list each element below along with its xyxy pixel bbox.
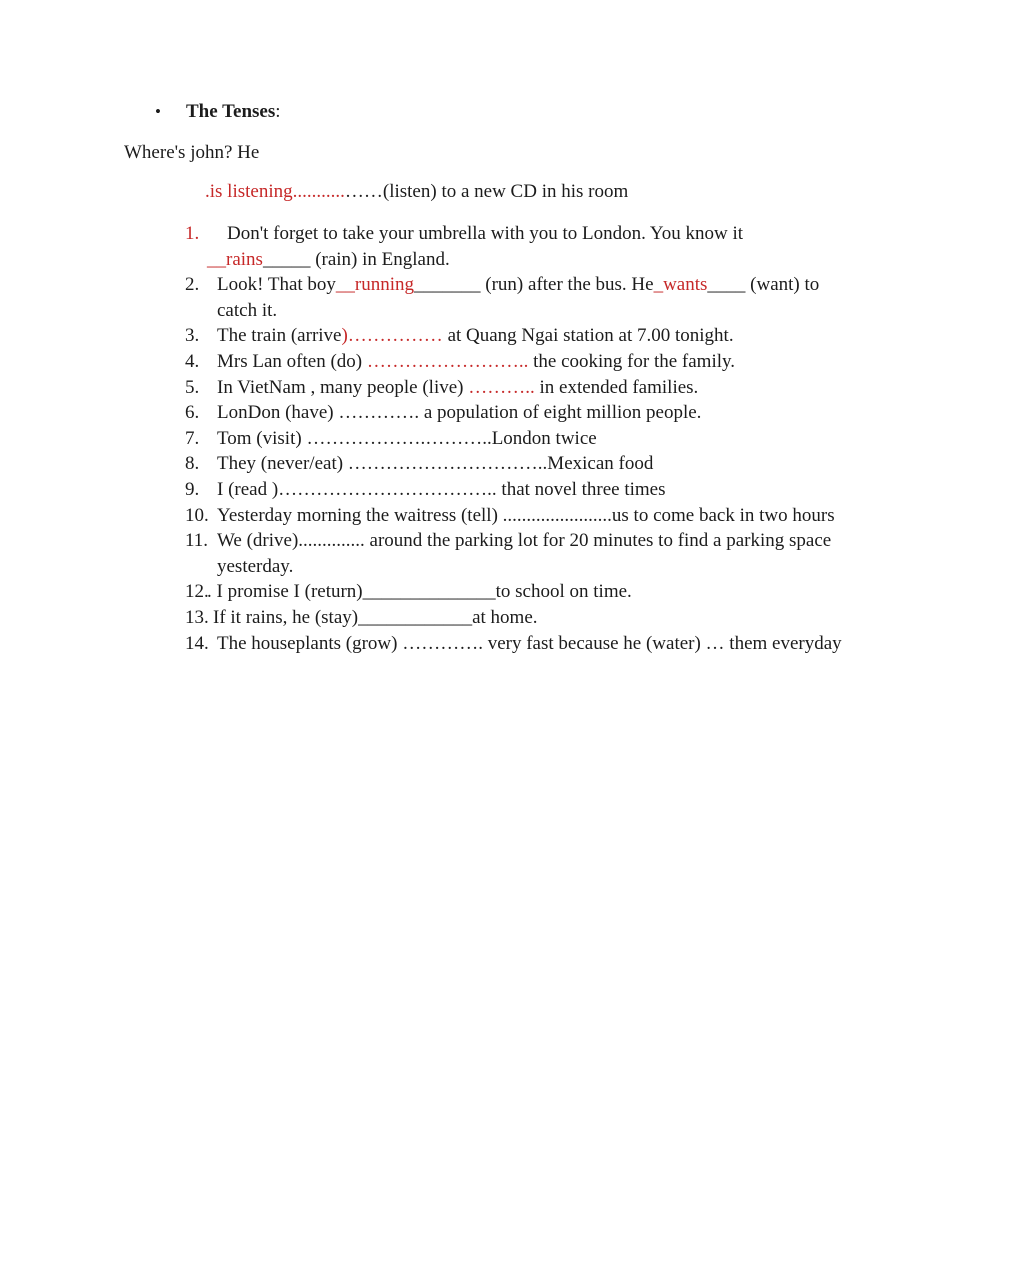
item-number: 4. xyxy=(185,350,200,372)
list-item xyxy=(185,477,905,503)
answer-text: __running xyxy=(335,274,415,296)
list-item xyxy=(185,375,905,401)
list-item xyxy=(185,323,905,349)
item-number: 6. xyxy=(185,402,200,424)
item-number: 11. xyxy=(185,530,209,552)
item-number: 8. xyxy=(185,453,200,475)
list-item xyxy=(185,631,905,657)
heading-colon: : xyxy=(275,101,281,122)
item-text: Tom (visit) ……………….………..London twice xyxy=(217,427,597,449)
list-item xyxy=(185,605,905,631)
list-item xyxy=(185,272,905,323)
item-number: 12. xyxy=(185,581,209,603)
item-number: 7. xyxy=(185,427,200,449)
item-number: 14. xyxy=(185,632,209,654)
section-heading xyxy=(155,101,281,123)
list-item xyxy=(185,426,905,452)
item-text: ____ (want) to xyxy=(707,274,820,296)
bullet-icon: • xyxy=(155,102,161,121)
item-text: The train (arrive xyxy=(217,325,342,347)
item-text: _____ (rain) in England. xyxy=(262,248,450,270)
item-text: _______ (run) after the bus. He xyxy=(414,274,654,296)
item-text: I (read )…………………………….. that novel three times xyxy=(217,478,666,500)
item-text: in extended families. xyxy=(534,376,699,398)
item-text: The houseplants (grow) …………. very fast because he (water) … them everyday xyxy=(217,632,842,654)
list-item xyxy=(185,528,905,579)
item-number: 3. xyxy=(185,325,200,347)
heading-title: The Tenses xyxy=(186,101,276,122)
item-text: the cooking for the family. xyxy=(528,350,736,372)
list-item xyxy=(185,400,905,426)
item-text: Mrs Lan often (do) xyxy=(217,350,367,372)
item-number: 9. xyxy=(185,478,200,500)
item-number: 5. xyxy=(185,376,200,398)
example-answer: .is listening........... xyxy=(205,181,345,202)
list-item xyxy=(185,579,905,605)
answer-dots: )…………… xyxy=(341,325,443,347)
item-text: If it rains, he (stay)____________at home. xyxy=(213,606,538,628)
item-text: at Quang Ngai station at 7.00 tonight. xyxy=(442,325,734,347)
item-line2: yesterday. xyxy=(217,555,294,577)
list-item xyxy=(185,451,905,477)
list-item xyxy=(185,503,905,529)
item-number: 2. xyxy=(185,274,200,296)
item-text: They (never/eat) …………………………..Mexican food xyxy=(217,453,654,475)
item-text: Don't forget to take your umbrella with you to London. You know it xyxy=(227,223,744,244)
exercise-list xyxy=(185,221,905,656)
example-prompt: Where's john? He xyxy=(124,142,260,163)
example-line xyxy=(205,181,628,203)
example-rest: ……(listen) to a new CD in his room xyxy=(344,181,629,202)
item-text: LonDon (have) …………. a population of eight million people. xyxy=(217,402,702,424)
answer-dots: ……….. xyxy=(468,376,535,398)
item-text: Look! That boy xyxy=(217,274,336,296)
answer-dots: …………………….. xyxy=(366,350,529,372)
item-line2 xyxy=(207,247,905,273)
item-number: 13. xyxy=(185,606,209,628)
item-text: We (drive).............. around the parking lot for 20 minutes to find a parking space xyxy=(217,530,832,552)
answer-text: __rains xyxy=(207,248,263,270)
item-text: . I promise I (return)______________to school on time. xyxy=(207,581,632,603)
item-line2: catch it. xyxy=(217,299,278,321)
answer-text: _wants xyxy=(653,274,708,296)
list-item xyxy=(185,221,905,272)
item-text: In VietNam , many people (live) xyxy=(217,376,469,398)
list-item xyxy=(185,349,905,375)
item-text: Yesterday morning the waitress (tell) .......................us to come back in two hours xyxy=(217,504,835,526)
item-number: 1. xyxy=(185,223,200,244)
item-number: 10. xyxy=(185,504,209,526)
